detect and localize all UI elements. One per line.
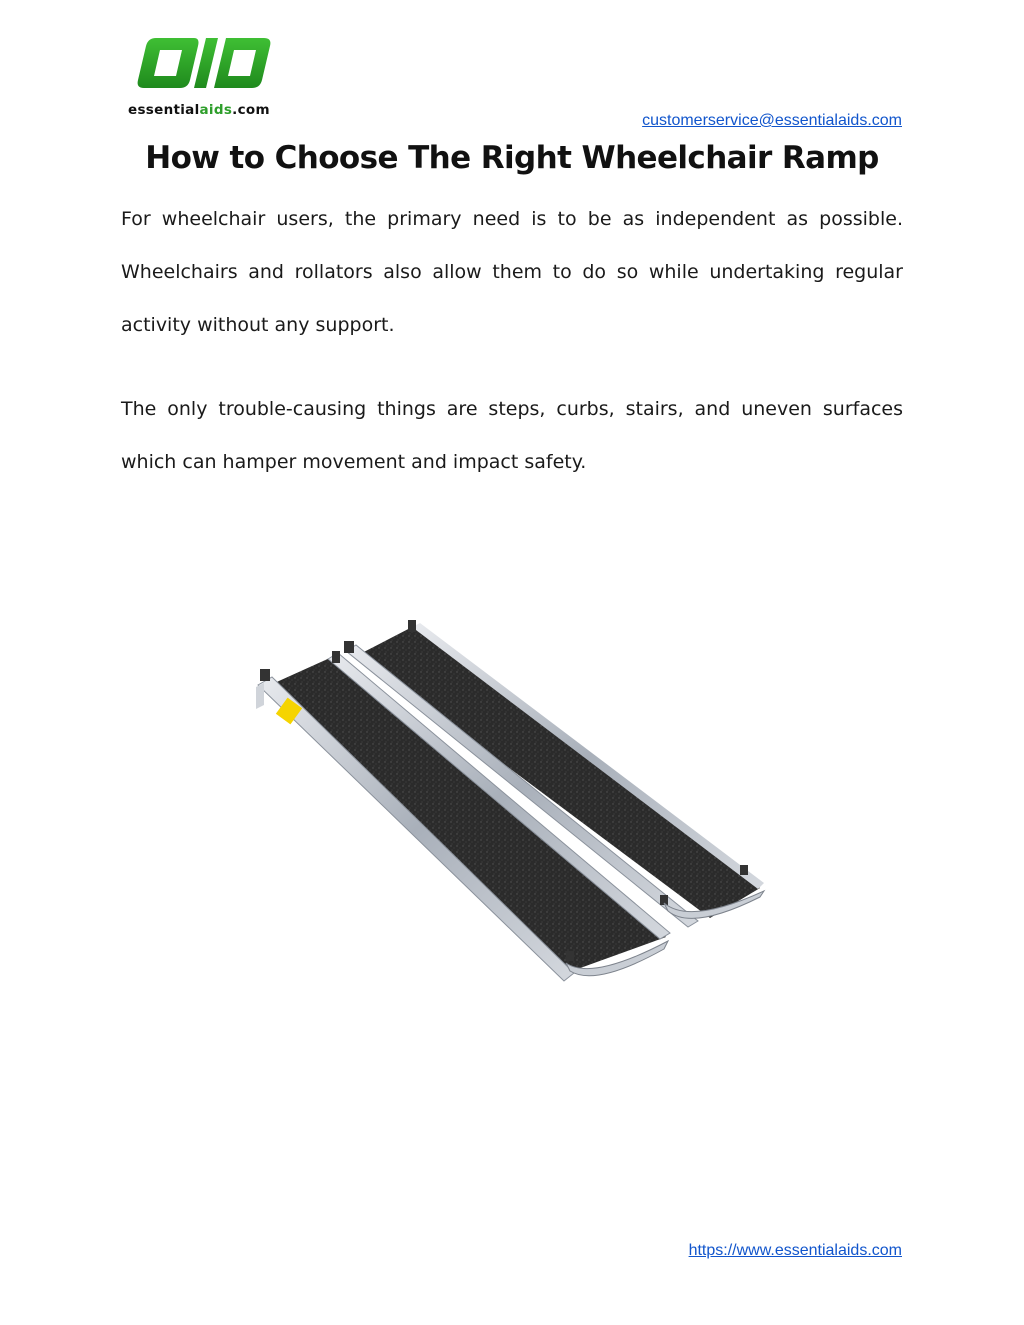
intro-paragraph: For wheelchair users, the primary need is to be as independent as possible. Wheelchairs and rollators also allow them to do so while undertaking regular activity without any support. bbox=[121, 208, 903, 336]
ramp-photo bbox=[240, 533, 783, 1073]
page-title: How to Choose The Right Wheelchair Ramp bbox=[145, 140, 879, 176]
obstacles-paragraph: The only trouble-causing things are steps, curbs, stairs, and uneven surfaces which can hamper movement and impact safety. bbox=[121, 398, 903, 473]
contact-email-link[interactable]: customerservice@essentialaids.com bbox=[642, 112, 902, 129]
brand-logo[interactable] bbox=[122, 30, 302, 126]
wheelchair-ramp-illustration bbox=[240, 533, 783, 1073]
logo-wordmark: essentialaids.com bbox=[128, 102, 270, 118]
website-link[interactable]: https://www.essentialaids.com bbox=[688, 1242, 902, 1259]
logo-mark-icon bbox=[122, 30, 282, 96]
